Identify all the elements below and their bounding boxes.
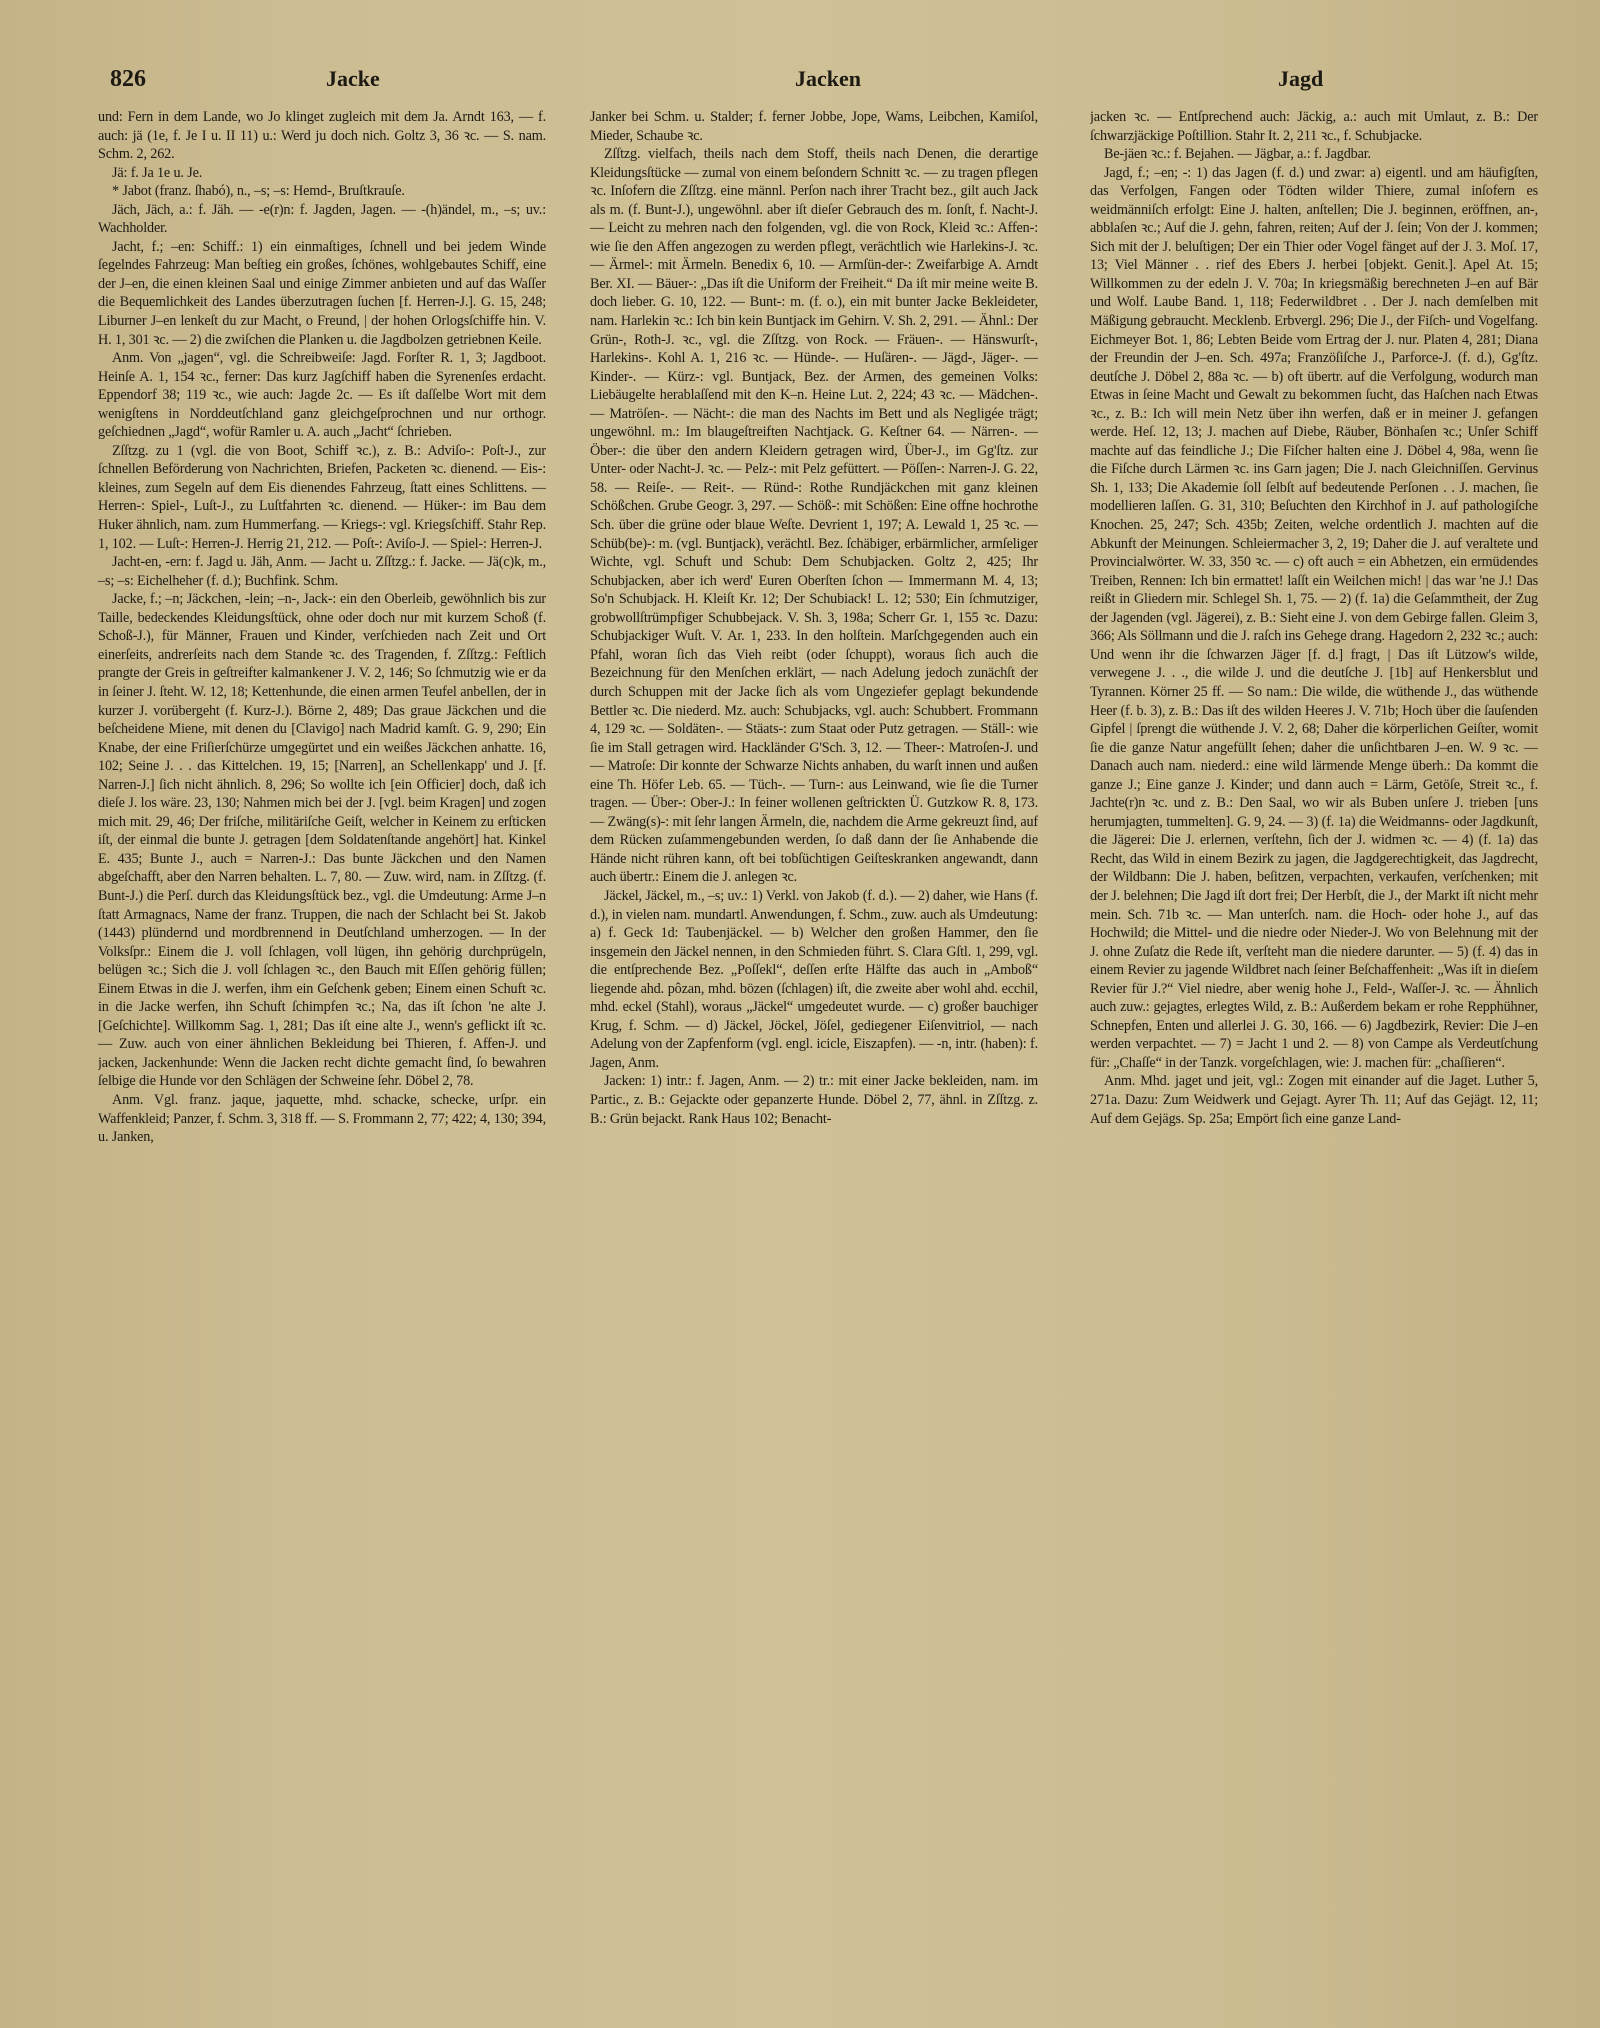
column-2 (590, 108, 1038, 2018)
dictionary-entry: Jäch, Jäch, a.: f. Jäh. — -e(r)n: f. Jagden, Jagen. — -(h)ändel, m., –s; uv.: Wachholder. (98, 201, 546, 237)
dictionary-entry: Jacke, f.; –n; Jäckchen, -lein; –n-, Jack-: ein den Oberleib, gewöhnlich bis zur Taille, bedeckendes Kleidungsſtück, ohne oder doch nur mit kurzem Schoß (f. Schoß-J.), für Männer, Frauen und Kinder, verſchieden nach Zeit und Ort einerſeits, andrerſeits nach dem Stande ꝛc. des Tragenden, f. Zſſtzg.: Feſtlich prangte der Greis in geſtreifter kalmankener J. V. 2, 146; So ſchmutzig wie er da in ſeiner J. ſteht. W. 12, 18; Kettenhunde, die einen armen Teufel anbellen, der in kurzer J. vorübergeht (f. Kurz-J.). Börne 2, 489; Das graue Jäckchen und die beſcheidene Miene, mit denen du [Clavigo] nach Madrid kamſt. G. 9, 290; Ein Knabe, der eine Friſierſchürze umgegürtet und ein weißes Jäckchen anhatte. 16, 102; Seine J. . . das Kittelchen. 19, 15; [Narren], an Schellenkapp' und J. [f. Narren-J.] ſich nicht ähnlich. 8, 296; So wollte ich [ein Officier] doch, daß ich dieſe J. los wäre. 23, 130; Nahmen mich bei der J. [vgl. beim Kragen] und zogen mich mit. 29, 46; Der friſche, militäriſche Geiſt, welcher in Keinem zu erſticken iſt, der einmal die bunte J. getragen [dem Soldatenſtande angehört] hat. Kinkel E. 435; Bunte J., auch = Narren-J.: Das bunte Jäckchen und den Namen abgeſchafft, aber den Narren behalten. L. 7, 80. — Zuw. wird, nam. in Zſſtzg. (f. Bunt-J.) die Perſ. durch das Kleidungsſtück bez., vgl. die Umdeutung: Arme J–n ſtatt Armagnacs, Name der franz. Truppen, die nach der Schlacht bei St. Jakob (1443) plündernd und mordbrennend in Deutſchland umherzogen. — In der Volksſpr.: Einem die J. voll ſchlagen, voll lügen, ihn gehörig durchprügeln, belügen ꝛc.; Sich die J. voll ſchlagen ꝛc., den Bauch mit Eſſen gehörig füllen; Einem Etwas in die J. werfen, ihm ein Geſchenk geben; Einem einen Schuft ꝛc. in die Jacke werfen, ihn Schuft ſchimpfen ꝛc.; Na, das iſt ſchon 'ne alte J. [Geſchichte]. Willkomm Sag. 1, 281; Das iſt eine alte J., wenn's geflickt iſt ꝛc. — Zuw. auch von einer ähnlichen Bekleidung bei Thieren, f. Affen-J. und jacken, Jackenhunde: Wenn die Jacken recht dichte gemacht ſind, ſo bewahren ſelbige die Hunde vor den Schlägen der Schweine ſehr. Döbel 2, 78. (98, 591, 546, 1090)
dictionary-entry: Zſſtzg. vielfach, theils nach dem Stoff, theils nach Denen, die derartige Kleidungsſtücke — zumal von einem beſondern Schnitt ꝛc. — zu tragen pflegen ꝛc. Inſofern die Zſſtzg. eine männl. Perſon nach ihrer Tracht bez., gilt auch Jack als m. (f. Bunt-J.), ungewöhnl. aber iſt dieſer Gebrauch des m. ſonſt, f. Nacht-J. — Leicht zu mehren nach den folgenden, vgl. die von Rock, Kleid ꝛc.: Affen-: wie ſie den Affen angezogen zu werden pflegt, verächtlich wie Harlekins-J. ꝛc. — Ärmel-: mit Ärmeln. Benedix 6, 10. — Armſün-der-: Zweifarbige A. Arndt Ber. XI. — Bäuer-: „Das iſt die Uniform der Freiheit.“ Da iſt mir meine weite B. doch lieber. G. 10, 122. — Bunt-: m. (f. o.), ein mit bunter Jacke Bekleideter, nam. Harlekin ꝛc.: Ich bin kein Buntjack im Gehirn. V. Sh. 2, 291. — Ähnl.: Der Grün-, Roth-J. ꝛc., vgl. die Zſſtzg. von Rock. — Fräuen-. — Hänswurſt-, Harlekins-. Kohl A. 1, 216 ꝛc. — Hünde-. — Huſären-. — Jägd-, Jäger-. — Kinder-. — Kürz-: vgl. Buntjack, Bez. der Armen, des gemeinen Volks: Liebäugelte herablaſſend mit den K–n. Heine Lut. 2, 224; 43 ꝛc. — Mädchen-. — Matröſen-. — Nächt-: die man des Nachts im Bett und als Negligée trägt; ungewöhnl. m.: Im blaugeſtreiften Nachtjack. G. Keſtner 64. — Närren-. — Öber-: die über den andern Kleidern getragen wird, Über-J., im Gg'ſtz. zur Unter- oder Nacht-J. ꝛc. — Pelz-: mit Pelz gefüttert. — Pöſſen-: Narren-J. G. 22, 58. — Reiſe-. — Reit-. — Ründ-: Rothe Rundjäckchen mit ganz kleinen Schößchen. Grube Geogr. 3, 297. — Schöß-: mit Schößen: Eine offne hochrothe Sch. über die grüne oder blaue Weſte. Devrient 1, 197; A. Lewald 1, 25 ꝛc. — Schüb(be)-: m. (vgl. Buntjack), verächtl. Bez. ſchäbiger, erbärmlicher, armſeliger Wichte, vgl. Schuft und Schub: Dem Schubjacken. Goltz 2, 425; Ihr Schubjacken, aber ich werd' Euren Oberſten ſchon — Immermann M. 4, 13; So'n Schubjack. H. Kleiſt Kr. 12; Der Schubiack! L. 12; 530; Ein ſchmutziger, grobwollſtrümpfiger Schubbejack. V. Sh. 3, 198a; Scherr Gr. 1, 155 ꝛc. Dazu: Schubjackiger Wuſt. V. Ar. 1, 233. In den holſtein. Marſchgegenden auch ein Pfahl, woran ſich das Vieh reibt (oder ſchuppt), woraus ſich auch die Bezeichnung für den Menſchen erklärt, — nach Adelung jedoch zunächſt der durch Schuppen mit der Jacke ſich als vom Ungeziefer geplagt bekundende Bettler ꝛc. Die niederd. Mz. auch: Schubjacks, vgl. auch: Schubbert. Frommann 4, 129 ꝛc. — Soldäten-. — Stäats-: zum Staat oder Putz getragen. — Ställ-: wie ſie im Stall getragen wird. Hackländer G'Sch. 3, 12. — Theer-: Matroſen-J. und — Matroſe: Dir konnte der Schwarze Nichts anhaben, du warſt innen und außen eine Th. Höfer Leb. 65. — Tüch-. — Turn-: aus Leinwand, wie ſie die Turner tragen. — Über-: Ober-J.: In feiner wollenen geſtrickten Ü. Gutzkow R. 8, 173. — Zwäng(s)-: mit ſehr langen Ärmeln, die, nachdem die Arme gekreuzt ſind, auf dem Rücken zuſammengebunden werden, ſo daß dann der ſie Anhabende die Hände nicht rühren kann, oft bei tobſüchtigen Geiſteskranken angewandt, dann auch übertr.: Einem die J. anlegen ꝛc. (590, 146, 1038, 886)
dictionary-entry: Zſſtzg. zu 1 (vgl. die von Boot, Schiff ꝛc.), z. B.: Adviſo-: Poſt-J., zur ſchnellen Beförderung von Nachrichten, Briefen, Packeten ꝛc. dienend. — Eis-: kleines, zum Segeln auf dem Eis dienendes Fahrzeug, ſtatt eines Schlittens. — Herren-: Spiel-, Luſt-J., zu Luſtfahrten ꝛc. dienend. — Hüker-: im Bau dem Huker ähnlich, nam. zum Hummerfang. — Kriegs-: vgl. Kriegsſchiff. Stahr Rep. 1, 102. — Luſt-: Herren-J. Herrig 21, 212. — Poſt-: Aviſo-J. — Spiel-: Herren-J. (98, 442, 546, 552)
column-1 (98, 108, 546, 2018)
dictionary-entry: Anm. Von „jagen“, vgl. die Schreibweiſe: Jagd. Forſter R. 1, 3; Jagdboot. Heinſe A. 1, 154 ꝛc., ferner: Das kurz Jagſchiff haben die Syrenenſes erdacht. Eppendorf 38; 119 ꝛc., wie auch: Jagde 2c. — Es iſt daſſelbe Wort mit dem wenigſtens in Norddeutſchland ganz gleichgeſprochnen und nur orthogr. geſchiednen „Jagd“, wofür Ramler u. A. auch „Jacht“ ſchrieben. (98, 350, 546, 441)
dictionary-entry: Jacht, f.; –en: Schiff.: 1) ein einmaſtiges, ſchnell und bei jedem Winde ſegelndes Fahrzeug: Man beſtieg ein großes, ſchönes, wohlgebautes Schiff, eine der J–en, die einen kleinen Saal und einige Zimmer anbieten und auf das Waſſer die Bequemlichkeit des Landes überzutragen ſuchen [f. Herren-J.]. G. 15, 248; Liburner J–en lenkeſt du zur Macht, o Freund, | der hohen Orlogsſchiffe hin. V. H. 1, 301 ꝛc. — 2) die zwiſchen die Planken u. die Jagdbolzen getriebnen Keile. (98, 238, 546, 348)
dictionary-entry: Jäckel, Jäckel, m., –s; uv.: 1) Verkl. von Jakob (f. d.). — 2) daher, wie Hans (f. d.), in vielen nam. mundartl. Anwendungen, f. Schm., zuw. auch als Umdeutung: a) f. Geck 1d: Taubenjäckel. — b) Welcher den großen Hammer, den ſie insgemein den Jäckel nennen, in den Schmieden führt. S. Clara Gſtl. 1, 299, vgl. die entſprechende Bez. „Poſſekl“, deſſen erſte Hälfte das auch in „Amboß“ liegende ahd. pôzan, mhd. bözen (ſchlagen) iſt, die zweite aber wohl ahd. ecchil, mhd. eckel (Stahl), woraus „Jäckel“ umgedeutet wurde. — c) großer bauchiger Krug, f. Schm. — d) Jäckel, Jöckel, Jöſel, gediegener Eiſenvitriol, — nach Adelung von der Zapfenform (vgl. engl. icicle, Eiszapfen). — -n, intr. (haben): f. Jagen, Anm. (590, 887, 1038, 1071)
dictionary-entry: Janker bei Schm. u. Stalder; f. ferner Jobbe, Jope, Wams, Leibchen, Kamiſol, Mieder, Schaube ꝛc. (590, 109, 1038, 144)
dictionary-entry: * Jabot (franz. ſhabó), n., –s; –s: Hemd-, Bruſtkrauſe. (112, 183, 405, 200)
column-3 (1090, 108, 1538, 2018)
dictionary-entry: Jacht-en, -ern: f. Jagd u. Jäh, Anm. — Jacht u. Zſſtzg.: f. Jacke. — Jä(c)k, m., –s; –s: Eichelheher (f. d.); Buchfink. Schm. (98, 554, 546, 589)
dictionary-entry: Jacken: 1) intr.: f. Jagen, Anm. — 2) tr.: mit einer Jacke bekleiden, nam. im Partic., z. B.: Gejackte oder gepanzerte Hunde. Döbel 2, 77, ähnl. in Zſſtzg. z. B.: Grün bejackt. Rank Haus 102; Benacht- (590, 1073, 1038, 1127)
page-number: 826 (110, 66, 146, 92)
dictionary-entry: Anm. Mhd. jaget und jeit, vgl.: Zogen mit einander auf die Jaget. Luther 5, 271a. Dazu: Zum Weidwerk und Gejagt. Ayrer Th. 11; Auf das Gejägt. 12, 11; Auf dem Gejägs. Sp. 25a; Empört ſich eine ganze Land- (1090, 1073, 1538, 1127)
running-head-center: Jacken (795, 66, 861, 91)
dictionary-entry: Be-jäen ꝛc.: f. Bejahen. — Jägbar, a.: f. Jagdbar. (1104, 146, 1371, 163)
running-head-left: Jacke (326, 66, 380, 91)
dictionary-entry: Jä: f. Ja 1e u. Je. (112, 164, 203, 181)
dictionary-entry: und: Fern in dem Lande, wo Jo klinget zugleich mit dem Ja. Arndt 163, — f. auch: jä (1e, f. Je I u. II 11) u.: Werd ju doch nich. Goltz 3, 36 ꝛc. — S. nam. Schm. 2, 262. (98, 109, 546, 163)
dictionary-entry: Jagd, f.; –en; -: 1) das Jagen (f. d.) und zwar: a) eigentl. und am häufigſten, das Verfolgen, Fangen oder Tödten wilder Thiere, zumal inſofern es weidmänniſch erfolgt: Eine J. halten, anſtellen; Die J. beginnen, eröffnen, an-, abblaſen ꝛc.; Auf die J. gehn, fahren, reiten; Auf der J. ſein; Von der J. kommen; Sich mit der J. beluſtigen; Der ein Thier oder Vogel fänget auf der J. 3. Moſ. 17, 13; Viel Männer . . rief des Ebers J. herbei [objekt. Genit.]. Apel At. 15; Willkommen zu der edeln J. V. 70a; In kriegsmäßig berechneten J–en auf Bär und Wolf. Laube Band. 1, 118; Federwildbret . . Der J. nach demſelben mit Mäßigung gebraucht. Mecklenb. Erbvergl. 296; Die J., der Fiſch- und Vogelfang. Eichmeyer Bot. 1, 86; Lebten Beide vom Ertrag der J. nur. Platen 4, 281; Diana der Freundin der J–en. Sch. 497a; Franzöſiſche J., Parforce-J. (f. d.), Gg'ſtz. deutſche J. Döbel 2, 88a ꝛc. — b) oft übertr. auf die Verfolgung, wodurch man Etwas in ſeine Macht und Gewalt zu bekommen ſucht, das Haſchen nach Etwas ꝛc., z. B.: Ich will mein Netz über ihn werfen, daß er in meiner J. gefangen werde. Heſ. 12, 13; J. machen auf Diebe, Räuber, Bönhaſen ꝛc.; Unſer Schiff machte auf das feindliche J.; Die Fiſcher halten eine J. Döbel 4, 98a, wenn ſie die Fiſche durch Lärmen ꝛc. ins Garn jagen; Die J. nach Gleichniſſen. Gervinus Sh. 1, 133; Die Akademie ſoll ſelbſt auf bedeutende Perſonen . . J. machen, ſie modellieren laſſen. G. 31, 310; Beſuchten den Kirchhof in J. auf pathologiſche Knochen. 25, 247; Sch. 435b; Zeiten, welche ordentlich J. machten auf die Abkunft der Meinungen. Schleiermacher 3, 2, 19; Daher die J. auf veraltete und Provincialwörter. W. 33, 350 ꝛc. — c) oft auch = ein Abhetzen, ein ermüdendes Treiben, Rennen: Ich bin ermattet! laſſt ein Weilchen mich! | das war 'ne J.! Das reißt in Gliedern mir. Schlegel Sh. 1, 75. — 2) (f. 1a) die Geſammtheit, der Zug der Jagenden (vgl. Jägerei), z. B.: Sieht eine J. von dem Gebirge fallen. Gleim 3, 366; Als Söllmann und die J. raſch ins Gehege drang. Hagedorn 2, 232 ꝛc.; auch: Und wenn ihr die ſchwarzen Jäger [f. d.] fragt, | Das iſt Lützow's wilde, verwegene J. . ., die wilde J. und die deutſche J. [1b] auf Henkersblut und Tyrannen. Körner 25 ff. — So nam.: Die wilde, die wüthende J., das wüthende Heer (f. b. 3), z. B.: Das iſt des wilden Heeres J. V. 71b; Hoch über die ſauſenden Gipfel | ſprengt die wüthende J. V. 2, 68; Daher die körperlichen Geiſter, womit ſie die ganze Natur angefüllt ſehen; daher die unſichtbaren J–en. W. 9 ꝛc. — Danach auch nam. niederd.: eine wild lärmende Menge überh.: Da kommt die ganze J.; Eine ganze J. Kinder; und dann auch = Lärm, Getöſe, Streit ꝛc., f. Jachte(r)n ꝛc. und z. B.: Den Saal, wo wir als Buben unſere J. trieben [uns herumjagten, tummelten]. G. 9, 24. — 3) (f. 1a) die Weidmanns- oder Jagdkunſt, die Jägerei: Die J. erlernen, verſtehn, ſich der J. widmen ꝛc. — 4) (f. 1a) das Recht, das Wild in einem Bezirk zu jagen, die Jagdgerechtigkeit, das Jagdrecht, der Wildbann: Die J. haben, beſitzen, verpachten, verkaufen, verſchenken; mit der J. belehnen; Die Jagd iſt dort frei; Der Herbſt, die J., der Markt iſt nicht mehr mein. Sch. 71b ꝛc. — Man unterſch. nam. die Hoch- oder hohe J., auf das Hochwild; die Mittel- und die niedre oder Nieder-J. Wo von Belehnung mit der J. ohne Zuſatz die Rede iſt, verſteht man die niedere darunter. — 5) (f. 4) das in einem Revier zu jagende Wildbret nach ſeiner Beſchaffenheit: „Was iſt in dieſem Revier für J.?“ Viel niedre, aber wenig hohe J., Feld-, Waſſer-J. ꝛc. — Ähnlich auch zuw.: gejagtes, erlegtes Wild, z. B.: Außerdem bekam er rohe Repphühner, Schnepfen, Enten und allerlei J. G. 30, 166. — 6) Jagdbezirk, Revier: Die J–en werden verpachtet. — 7) = Jacht 1 und 2. — 8) von Campe als Verdeutſchung für: „Chaſſe“ in der Tanzk. vorgeſchlagen, wie: J. machen für: „chaſſieren“. (1090, 164, 1538, 1071)
running-head-right: Jagd (1278, 66, 1324, 91)
dictionary-entry: jacken ꝛc. — Entſprechend auch: Jäckig, a.: auch mit Umlaut, z. B.: Der ſchwarzjäckige Poſtillion. Stahr It. 2, 211 ꝛc., f. Schubjacke. (1090, 109, 1538, 144)
dictionary-entry: Anm. Vgl. franz. jaque, jaquette, mhd. schacke, schecke, urſpr. ein Waffenkleid; Panzer, f. Schm. 3, 318 ff. — S. Frommann 2, 77; 422; 4, 130; 394, u. Janken, (98, 1091, 546, 1146)
